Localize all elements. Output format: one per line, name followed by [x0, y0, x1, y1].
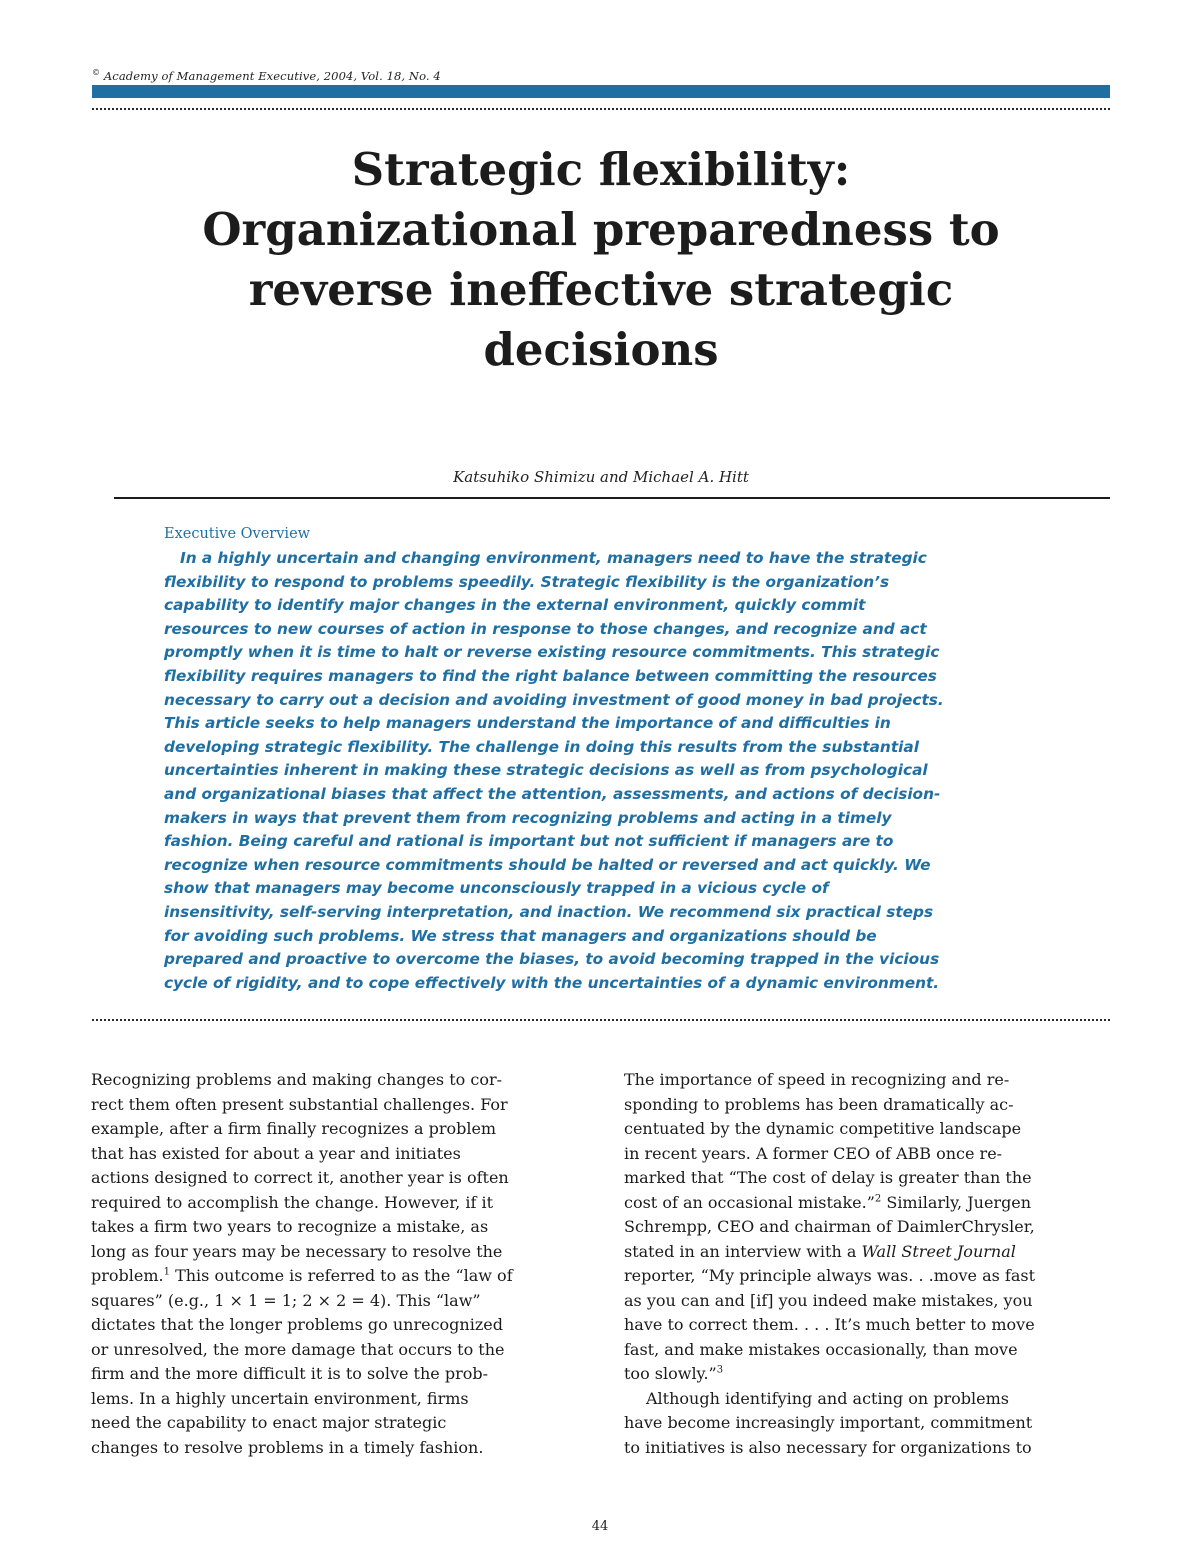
overview-line: necessary to carry out a decision and avoiding investment of good money in bad projects. [164, 690, 944, 709]
body-line: to initiatives is also necessary for organizations to [624, 1437, 1032, 1457]
overview-line: for avoiding such problems. We stress that managers and organizations should be [164, 926, 877, 945]
header-color-bar [92, 85, 1110, 98]
body-line: Recognizing problems and making changes to cor- [91, 1070, 503, 1089]
body-line: example, after a firm finally recognizes a problem [91, 1119, 497, 1138]
overview-line: promptly when it is time to halt or reverse existing resource commitments. This strategic [164, 643, 940, 662]
overview-line: In a highly uncertain and changing environment, managers need to have the strategic [180, 549, 927, 567]
overview-line: This article seeks to help managers understand the importance of and difficulties in [164, 714, 891, 733]
title-line: reverse ineffective strategic [248, 263, 954, 316]
body-line: have to correct them. . . . It’s much better to move [624, 1315, 1035, 1334]
body-line: have become increasingly important, commitment [624, 1413, 1033, 1432]
body-line: that has existed for about a year and initiates [91, 1143, 461, 1163]
body-line [624, 1240, 1112, 1265]
body-line: lems. In a highly uncertain environment, firms [91, 1388, 469, 1408]
body-text: Similarly, Juergen [881, 1192, 1032, 1212]
bottom-dotted-divider [92, 1019, 1110, 1021]
body-line: marked that “The cost of delay is greater than the [624, 1168, 1032, 1187]
body-text: cost of an occasional mistake.” [624, 1192, 875, 1212]
body-column-right [624, 1068, 1112, 1460]
body-text: stated in an interview with a [624, 1241, 862, 1261]
overview-line: show that managers may become unconsciously trapped in a vicious cycle of [164, 879, 829, 898]
overview-line: resources to new courses of action in response to those changes, and recognize and act [164, 619, 927, 638]
author-names: Katsuhiko Shimizu and Michael A. Hitt [453, 468, 749, 486]
body-line [624, 1191, 1112, 1216]
body-text: too slowly.” [624, 1364, 717, 1383]
body-line: fast, and make mistakes occasionally, than move [624, 1339, 1018, 1359]
journal-line: Academy of Management Executive, 2004, Vol. 18, No. 4 [103, 68, 441, 83]
body-line: need the capability to enact major strategic [91, 1413, 447, 1432]
page-number: 44 [591, 1519, 609, 1534]
overview-line: insensitivity, self-serving interpretation, and inaction. We recommend six practical steps [164, 902, 934, 921]
author-rule [114, 497, 1110, 499]
overview-line: developing strategic flexibility. The challenge in doing this results from the substantial [164, 737, 919, 756]
overview-line: cycle of rigidity, and to cope effectively with the uncertainties of a dynamic environment. [164, 973, 940, 992]
footnote-ref[interactable]: 3 [716, 1364, 724, 1376]
body-line: takes a firm two years to recognize a mistake, as [91, 1217, 489, 1236]
body-line: sponding to problems has been dramatically ac- [624, 1094, 1014, 1114]
top-dotted-divider [92, 108, 1110, 110]
body-text: problem. [91, 1266, 164, 1285]
body-line: centuated by the dynamic competitive landscape [624, 1119, 1022, 1138]
overview-line: makers in ways that prevent them from recognizing problems and acting in a timely [164, 808, 892, 827]
body-text: This outcome is referred to as the “law of [169, 1266, 513, 1285]
body-line: reporter, “My principle always was. . .move as fast [624, 1266, 1036, 1285]
body-line: Schrempp, CEO and chairman of DaimlerChrysler, [624, 1217, 1035, 1236]
body-line: The importance of speed in recognizing and re- [624, 1070, 1010, 1089]
overview-line: prepared and proactive to overcome the biases, to avoid becoming trapped in the vicious [164, 950, 940, 969]
overview-line: and organizational biases that affect the attention, assessments, and actions of decision- [164, 784, 941, 803]
body-line: required to accomplish the change. However, if it [91, 1192, 493, 1212]
copyright-mark: © [92, 68, 101, 77]
overview-line: capability to identify major changes in the external environment, quickly commit [164, 596, 866, 615]
body-line: squares” (e.g., 1 × 1 = 1; 2 × 2 = 4). This “law” [91, 1290, 481, 1310]
title-line: decisions [483, 323, 719, 376]
article-title [92, 140, 1110, 380]
body-line: firm and the more difficult it is to solve the prob- [91, 1364, 488, 1383]
body-line: actions designed to correct it, another year is often [91, 1168, 509, 1187]
journal-name: Wall Street Journal [861, 1241, 1016, 1261]
footnote-ref[interactable]: 1 [163, 1266, 170, 1278]
executive-overview-heading: Executive Overview [164, 526, 311, 542]
overview-line: fashion. Being careful and rational is important but not sufficient if managers are to [164, 832, 894, 851]
executive-overview-text [164, 547, 1044, 995]
title-line: Strategic flexibility: [351, 143, 851, 196]
body-line: or unresolved, the more damage that occurs to the [91, 1339, 505, 1359]
body-line: as you can and [if] you indeed make mistakes, you [624, 1290, 1033, 1310]
body-line: Although identifying and acting on problems [646, 1388, 1009, 1408]
body-column-left [91, 1068, 579, 1460]
overview-line: recognize when resource commitments should be halted or reversed and act quickly. We [164, 855, 931, 874]
footnote-ref[interactable]: 2 [874, 1193, 882, 1205]
overview-line: flexibility to respond to problems speedily. Strategic flexibility is the organization’s [164, 572, 890, 591]
overview-line: uncertainties inherent in making these strategic decisions as well as from psychological [164, 761, 928, 780]
body-line: changes to resolve problems in a timely fashion. [91, 1437, 484, 1457]
body-line [624, 1362, 1112, 1387]
body-line [91, 1264, 579, 1289]
body-line: in recent years. A former CEO of ABB once re- [624, 1143, 1003, 1163]
body-line: rect them often present substantial challenges. For [91, 1094, 508, 1114]
journal-citation [92, 68, 441, 83]
title-line: Organizational preparedness to [202, 203, 1000, 256]
body-line: long as four years may be necessary to resolve the [91, 1241, 503, 1261]
overview-line: flexibility requires managers to find the right balance between committing the resources [164, 666, 937, 685]
body-line: dictates that the longer problems go unrecognized [91, 1315, 503, 1334]
